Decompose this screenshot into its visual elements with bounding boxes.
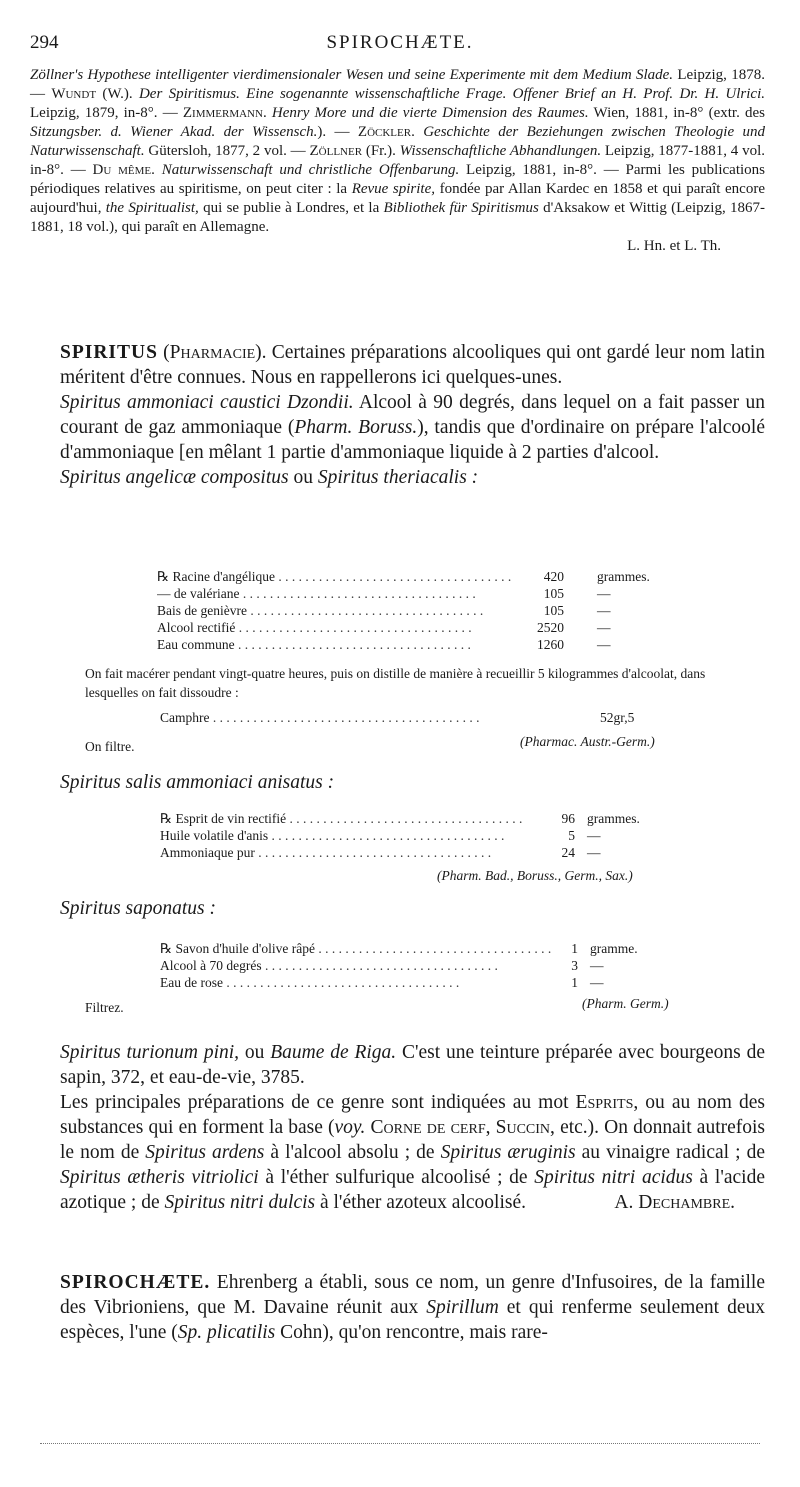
- leader-dots: . . . . . . . . . . . . . . . . . . . . . . . . . . . . . . . . . . .: [268, 828, 505, 843]
- paragraph-text: ou au nom des substances qui en forment la base (: [60, 1092, 765, 1138]
- pharmacopoeia-source: (Pharmac. Austr.-Germ.): [520, 734, 655, 749]
- ingredient-name: Alcool rectifié: [157, 620, 236, 635]
- ingredient-unit: —: [590, 958, 604, 973]
- ingredient-line: [160, 810, 545, 827]
- ingredient-unit: —: [590, 975, 604, 990]
- biblio-text: d'Aksakow et Wittig (Leipzig, 1867-1881, 18 vol.), qui paraît en Allemagne.: [30, 200, 765, 235]
- ingredient-name: ℞ Esprit de vin rectifié: [160, 811, 287, 826]
- pharmacopoeia-source: (Pharm. Germ.): [582, 996, 669, 1011]
- ingredient-name: Bais de genièvre: [157, 603, 247, 618]
- author-name: Zimmermann.: [182, 105, 267, 121]
- reference: Pharm. Boruss.: [294, 417, 418, 438]
- ingredient-line: [160, 827, 545, 844]
- preparation-name: Spiritus angelicæ compositus: [60, 467, 289, 488]
- preparation-name: Spiritus ardens: [145, 1142, 265, 1163]
- filter-note: On filtre.: [85, 739, 135, 754]
- paragraph-text: à l'acide azotique ; de: [60, 1167, 765, 1213]
- leader-dots: . . . . . . . . . . . . . . . . . . . . . . . . . . . . . . . . . . .: [314, 941, 552, 956]
- spiritus-entry: [60, 340, 765, 490]
- entry-intro: Certaines préparations alcooliques qui ont gardé leur nom latin méritent d'être connues. Nous en rappellerons ici quelques-unes.: [60, 342, 766, 388]
- ingredient-line: [160, 940, 560, 957]
- biblio-text: Leipzig, 1881, in-8°. — Parmi les publications périodiques relatives au spiritisme, on peut citer : la: [30, 162, 765, 197]
- ingredient-name: — de valériane: [157, 586, 240, 601]
- leader-dots: . . . . . . . . . . . . . . . . . . . . . . . . . . . . . . . . . . .: [222, 975, 460, 990]
- biblio-title: Henry More und die vierte Dimension des Raumes.: [266, 105, 589, 121]
- preparation-name: Baume de Riga.: [270, 1042, 397, 1063]
- ingredient-line: [157, 602, 519, 619]
- ingredient-name: Camphre: [160, 710, 210, 725]
- author-name: Wundt: [51, 86, 97, 102]
- biblio-text: Leipzig, 1879, in-8°. —: [30, 105, 183, 121]
- filter-note: Filtrez.: [85, 1000, 124, 1015]
- ingredient-line: [160, 844, 545, 861]
- recipe-row: [157, 602, 697, 619]
- entry-headword: SPIRITUS: [60, 342, 158, 363]
- paragraph-text: au vinaigre radical ; de: [575, 1142, 765, 1163]
- paragraph-text: ), tandis que d'ordinaire on prépare l'alcoolé d'ammoniaque [en mêlant 1 partie d'ammoniaque liquide à 2 parties d'alcool.: [60, 417, 766, 463]
- biblio-text: Leipzig, 1878. —: [30, 67, 765, 102]
- leader-dots: . . . . . . . . . . . . . . . . . . . . . . . . . . . . . . . . . . . . . . . .: [212, 710, 480, 725]
- ingredient-quantity: 5: [568, 828, 575, 843]
- recipe-row: [157, 585, 697, 602]
- running-title: SPIROCHÆTE.: [326, 32, 474, 53]
- periodical-title: the Spiritualist,: [105, 200, 199, 216]
- paragraph-text: etc.). On donnait autrefois le nom de: [60, 1117, 766, 1163]
- ingredient-unit: —: [587, 845, 601, 860]
- ingredient-quantity: 1: [571, 975, 578, 990]
- ingredient-quantity: 96: [561, 811, 575, 826]
- biblio-text: Gütersloh, 1877, 2 vol. —: [144, 143, 310, 159]
- biblio-signature: L. Hn. et L. Th.: [627, 238, 721, 254]
- ingredient-quantity: 105: [543, 603, 564, 618]
- preparation-name: Spiritus æruginis: [440, 1142, 576, 1163]
- ingredient-line: [157, 636, 519, 653]
- ingredient-quantity: 105: [543, 586, 564, 601]
- biblio-title: Der Spiritismus. Eine sogenannte wissenschaftliche Frage. Offener Brief an H. Prof. Dr. H. Ulrici.: [138, 86, 765, 102]
- biblio-text: ). —: [317, 124, 358, 140]
- leader-dots: . . . . . . . . . . . . . . . . . . . . . . . . . . . . . . . . . . .: [235, 620, 472, 635]
- ingredient-unit: —: [587, 828, 601, 843]
- biblio-title: Sitzungsber. d. Wiener Akad. der Wissensch.: [30, 124, 318, 140]
- ingredient-unit: —: [597, 603, 611, 618]
- ingredient-quantity: 1260: [537, 637, 564, 652]
- ingredient-name: Eau de rose: [160, 975, 223, 990]
- biblio-text: Leipzig, 1877-1881, 4 vol. in-8°. —: [30, 143, 766, 178]
- ingredient-quantity: 1: [571, 941, 578, 956]
- ingredient-unit: —: [597, 620, 611, 635]
- pharmacopoeia-source: (Pharm. Bad., Boruss., Germ., Sax.): [437, 868, 633, 883]
- author-name: Zöckler.: [357, 124, 415, 140]
- ingredient-unit: grammes.: [597, 569, 650, 584]
- abbreviation: voy.: [334, 1117, 366, 1138]
- biblio-title: Zöllner's Hypothese intelligenter vierdimensionaler Wesen und seine Experimente mit dem Medium Slade.: [30, 67, 674, 83]
- species-name: Sp. plicatilis: [177, 1322, 276, 1343]
- author-name: Du même.: [92, 162, 155, 178]
- biblio-title: Naturwissenschaft und christliche Offenbarung.: [154, 162, 460, 178]
- ingredient-line: [160, 974, 560, 991]
- saponatus-heading: [60, 896, 765, 921]
- paragraph-text: Alcool à 90 degrés, dans lequel on a fait passer un courant de gaz ammoniaque (: [60, 392, 765, 438]
- ingredient-unit: grammes.: [587, 811, 640, 826]
- paragraph-text: à l'alcool absolu ; de: [264, 1142, 441, 1163]
- ingredient-quantity: 52gr,5: [600, 710, 635, 725]
- recipe-camphre: [160, 709, 660, 726]
- ingredient-unit: gramme.: [590, 941, 638, 956]
- ingredient-name: Huile volatile d'anis: [160, 828, 269, 843]
- ingredient-quantity: 2520: [537, 620, 564, 635]
- biblio-text: fondée par Allan Kardec en 1858 et qui paraît encore aujourd'hui,: [30, 181, 765, 216]
- preparation-name: Spiritus saponatus :: [60, 898, 217, 919]
- spirochaete-entry: [60, 1270, 765, 1345]
- ingredient-unit: —: [597, 637, 611, 652]
- footer-rule: [40, 1443, 760, 1444]
- periodical-title: Bibliothek für Spiritismus: [383, 200, 539, 216]
- leader-dots: . . . . . . . . . . . . . . . . . . . . . . . . . . . . . . . . . . .: [246, 603, 484, 618]
- paragraph-text: Ehrenberg a établi, sous ce nom, un genre d'Infusoires, de la famille des Vibrioniens, que M. Davaine réunit aux: [60, 1272, 765, 1318]
- ingredient-name: Alcool à 70 degrés: [160, 958, 262, 973]
- recipe-table-salis: [160, 810, 660, 861]
- paragraph-text: et qui renferme seulement deux espèces, l'une (: [60, 1297, 765, 1343]
- entry-headword: SPIROCHÆTE.: [60, 1272, 211, 1293]
- ingredient-name: Ammoniaque pur: [160, 845, 255, 860]
- ingredient-quantity: 420: [543, 569, 564, 584]
- recipe-table-angelica: [157, 568, 697, 653]
- genus-name: Spirillum: [426, 1297, 499, 1318]
- leader-dots: . . . . . . . . . . . . . . . . . . . . . . . . . . . . . . . . . . .: [286, 811, 523, 826]
- leader-dots: . . . . . . . . . . . . . . . . . . . . . . . . . . . . . . . . . . .: [275, 569, 512, 584]
- ingredient-line: [157, 568, 519, 585]
- preparation-name: Spiritus ammoniaci caustici Dzondii.: [60, 392, 354, 413]
- recipe-row: [160, 940, 660, 957]
- biblio-text: qui se publie à Londres, et la: [198, 200, 384, 216]
- preparation-name: Spiritus turionum pini,: [60, 1042, 240, 1063]
- recipe-row: [160, 974, 660, 991]
- recipe-row: [160, 844, 660, 861]
- ingredient-line: [157, 619, 519, 636]
- biblio-title: Wissenschaftliche Abhandlungen.: [399, 143, 602, 159]
- paragraph-text: C'est une teinture préparée avec bourgeons de sapin, 372, et eau-de-vie, 3785.: [60, 1042, 765, 1088]
- paragraph-text: ou: [288, 467, 318, 488]
- ingredient-quantity: 3: [571, 958, 578, 973]
- preparation-name: Spiritus ætheris vitriolici: [60, 1167, 259, 1188]
- paragraph-text: Les principales préparations de ce genre sont indiquées au mot: [60, 1092, 576, 1113]
- biblio-title: Geschichte der Beziehungen zwischen Theologie und Naturwissenschaft.: [30, 124, 765, 159]
- recipe-row: [157, 568, 697, 585]
- paragraph-text: à l'éther sulfurique alcoolisé ; de: [258, 1167, 535, 1188]
- preparation-name: Spiritus nitri acidus: [534, 1167, 693, 1188]
- leader-dots: . . . . . . . . . . . . . . . . . . . . . . . . . . . . . . . . . . .: [234, 637, 471, 652]
- biblio-text: Wien, 1881, in-8° (extr. des: [588, 105, 765, 121]
- ingredient-line: [157, 585, 519, 602]
- recipe-note: On fait macérer pendant vingt-quatre heures, puis on distille de manière à recueillir 5 kilogrammes d'alcoolat, dans lesquelles on fait dissoudre :: [85, 666, 706, 700]
- page-header: [30, 32, 770, 56]
- biblio-text: (W.).: [96, 86, 139, 102]
- leader-dots: . . . . . . . . . . . . . . . . . . . . . . . . . . . . . . . . . . .: [261, 958, 498, 973]
- ingredient-name: ℞ Savon d'huile d'olive râpé: [160, 941, 315, 956]
- cross-reference: Esprits,: [575, 1092, 639, 1113]
- paragraph-text: à l'éther azoteux alcoolisé.: [315, 1192, 526, 1213]
- periodical-title: Revue spirite,: [351, 181, 436, 197]
- ingredient-name: Eau commune: [157, 637, 235, 652]
- ingredient-unit: —: [597, 586, 611, 601]
- ingredient-quantity: 24: [561, 845, 575, 860]
- leader-dots: . . . . . . . . . . . . . . . . . . . . . . . . . . . . . . . . . . .: [239, 586, 476, 601]
- recipe-row: [157, 636, 697, 653]
- recipe-row: [160, 810, 660, 827]
- page-number: 294: [30, 32, 59, 53]
- paragraph-text: ou: [239, 1042, 271, 1063]
- salis-heading: [60, 770, 765, 795]
- preparation-name: Spiritus nitri dulcis: [164, 1192, 316, 1213]
- bibliography-block: [30, 66, 765, 256]
- entry-category: (Pharmacie).: [163, 342, 267, 363]
- paragraph-text: Cohn), qu'on rencontre, mais rare-: [275, 1322, 548, 1343]
- preparation-name: Spiritus theriacalis :: [317, 467, 479, 488]
- ingredient-line: [160, 957, 560, 974]
- ingredient-name: ℞ Racine d'angélique: [157, 569, 275, 584]
- recipe-row: [157, 619, 697, 636]
- cross-reference: Corne de cerf, Succin,: [365, 1117, 555, 1138]
- recipe-table-saponatus: [160, 940, 660, 991]
- leader-dots: . . . . . . . . . . . . . . . . . . . . . . . . . . . . . . . . . . .: [254, 845, 492, 860]
- entry-signature: A. Dechambre.: [614, 1192, 735, 1213]
- author-name: Zöllner: [309, 143, 363, 159]
- preparation-name: Spiritus salis ammoniaci anisatus :: [60, 772, 335, 793]
- biblio-text: (Fr.).: [362, 143, 400, 159]
- recipe-row: [160, 827, 660, 844]
- recipe-row: [160, 957, 660, 974]
- spiritus-continuation: [60, 1040, 765, 1215]
